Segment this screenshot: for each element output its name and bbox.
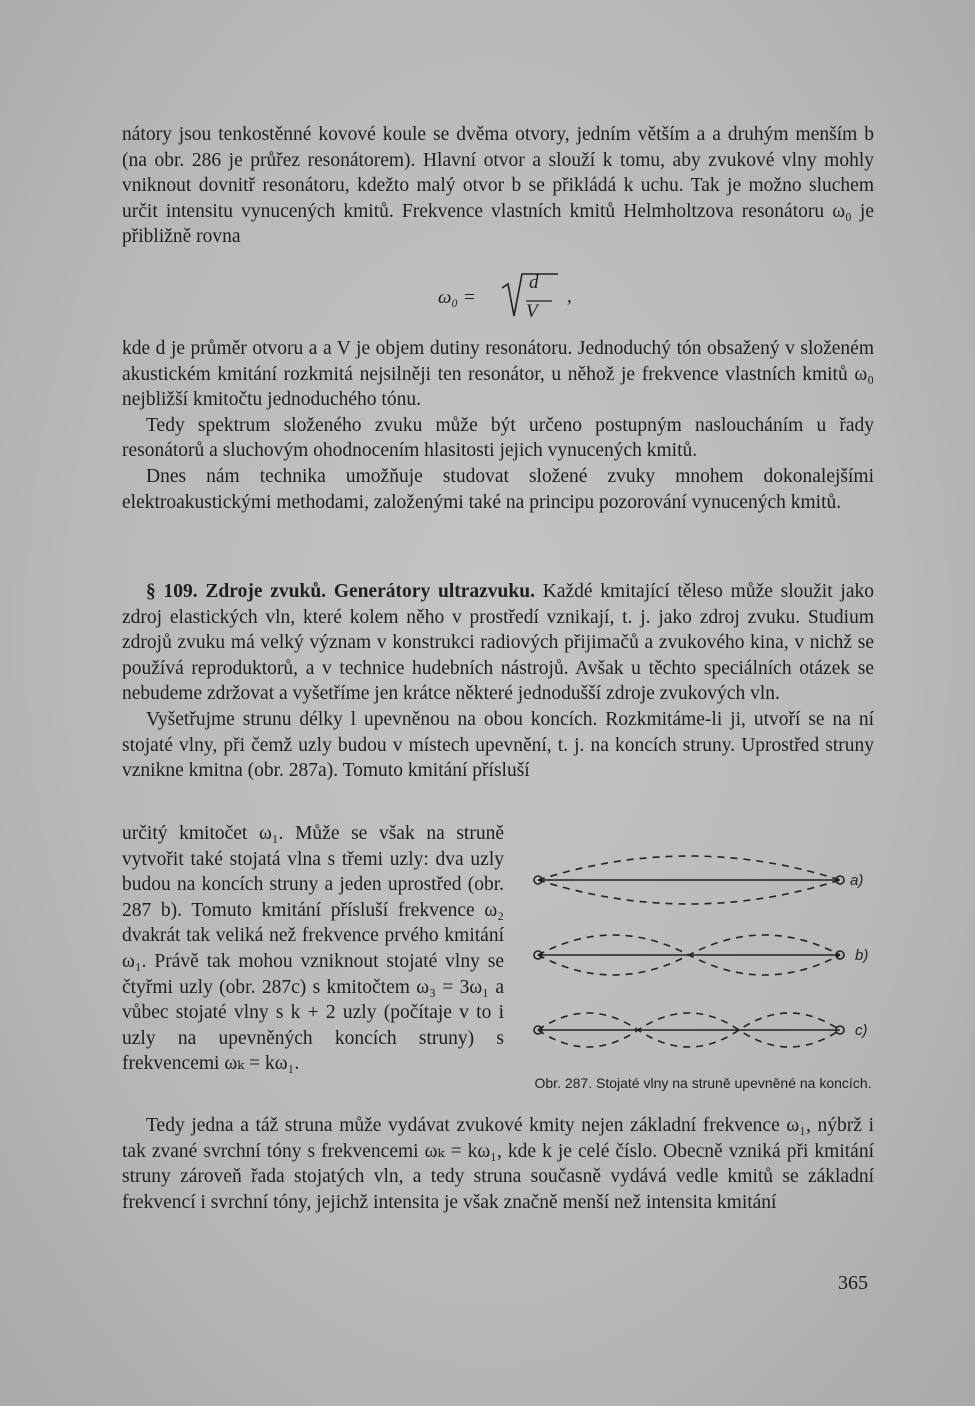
figure-label-a: a) [850, 872, 864, 889]
figure-label-c: c) [855, 1022, 868, 1039]
wave-a-lower [538, 880, 840, 904]
formula-comma: , [567, 286, 572, 307]
section-heading: § 109. Zdroje zvuků. Generátory ultrazvuku. [146, 581, 535, 602]
wave-a-upper [538, 856, 840, 880]
formula-numerator: d [529, 272, 539, 293]
figure-caption: Obr. 287. Stojaté vlny na struně upevněné na koncích. [534, 1075, 872, 1091]
formula-lhs: ω₀ = [438, 287, 476, 308]
paragraph-resonators [122, 122, 874, 250]
resonator-formula [400, 270, 640, 332]
section-109 [122, 579, 874, 784]
paragraph-text: nátory jsou tenkostěnné kovové koule se dvěma otvory, jedním větším a a druhým menším b (na obr. 286 je průřez resonátorem). Hlavní otvor a slouží k tomu, aby zvukové vlny mohly vniknout dovnitř resonátoru, kdežto malý otvor b se přikládá k uchu. Tak je možno sluchem určit intensitu vynucených kmitů. Frekvence vlastních kmitů Helmholtzova resonátoru ω₀ je přibližně rovna [122, 124, 874, 248]
paragraph-final [122, 1113, 874, 1215]
section-paragraph [122, 579, 874, 707]
paragraph-narrow-text: určitý kmitočet ω₁. Může se však na struně vytvořit také stojatá vlna s třemi uzly: dva uzly budou na koncích struny a jeden uprostřed (obr. 287 b). Tomuto kmitání přísluší frekvence ω₂ dvakrát tak veliká než frekvence prvého kmitání ω₁. Právě tak mohou vzniknout stojaté vlny se čtyřmi uzly (obr. 287c) s kmitočtem ω₃ = 3ω₁ a vůbec stojaté vlny s k + 2 uzly (počítaje v to i uzly na upevněných koncích struny) s frekvencemi ωₖ = kω₁. [122, 823, 504, 1075]
formula-denominator: V [526, 301, 538, 322]
paragraph-narrow [122, 821, 504, 1077]
square-root-sign [400, 270, 640, 332]
section-body: Každé kmitající těleso může sloužit jako zdroj elastických vln, které kolem něho v prostředí vznikají, t. j. jako zdroj zvuku. Studium zdrojů zvuku má velký význam v konstrukci radiových přijimačů a zvukového kina, v nichž se používá reproduktorů, a v technice hudebních nástrojů. Avšak u těchto speciálních otázek se nebudeme zdržovat a vyšetříme jen krátce některé jednodušší zdroje zvukových vln. [122, 581, 874, 705]
paragraph-today: Dnes nám technika umožňuje studovat složené zvuky mnohem dokonalejšími elektroakustickými methodami, založenými také na principu pozorování vynucených kmitů. [122, 465, 874, 513]
paragraph-final-text: Tedy jedna a táž struna může vydávat zvukové kmity nejen základní frekvence ω₁, nýbrž i tak zvané svrchní tóny s frekvencemi ωₖ = kω₁, kde k je celé číslo. Obecně vzniká při kmitání struny zároveň řada stojatých vln, a tedy struna současně vydává vedle kmitů se základní frekvencí i svrchní tóny, jejichž intensita je však značně menší než intensita kmitání [122, 1115, 874, 1213]
paragraph-where: kde d je průměr otvoru a a V je objem dutiny resonátoru. Jednoduchý tón obsažený v složeném akustickém kmitání rozkmitá nejsilněji ten resonátor, u něhož je frekvence vlastních kmitů ω₀ nejbližší kmitočtu jednoduchého tónu. [122, 338, 874, 411]
paragraph-spectrum: Tedy spektrum složeného zvuku může být určeno postupným nasloucháním u řady resonátorů a sluchovým ohodnocením hlasitosti jejich vynucených kmitů. [122, 414, 874, 462]
figure-label-b: b) [855, 947, 869, 964]
body-text-block [122, 336, 874, 515]
page-number: 365 [838, 1272, 868, 1294]
paragraph-string: Vyšetřujme strunu délky l upevněnou na obou koncích. Rozkmitáme-li ji, utvoří se na ní stojaté vlny, při čemž uzly budou v místech upevnění, t. j. na koncích struny. Uprostřed struny vznikne kmitna (obr. 287a). Tomuto kmitání přísluší [122, 708, 874, 782]
